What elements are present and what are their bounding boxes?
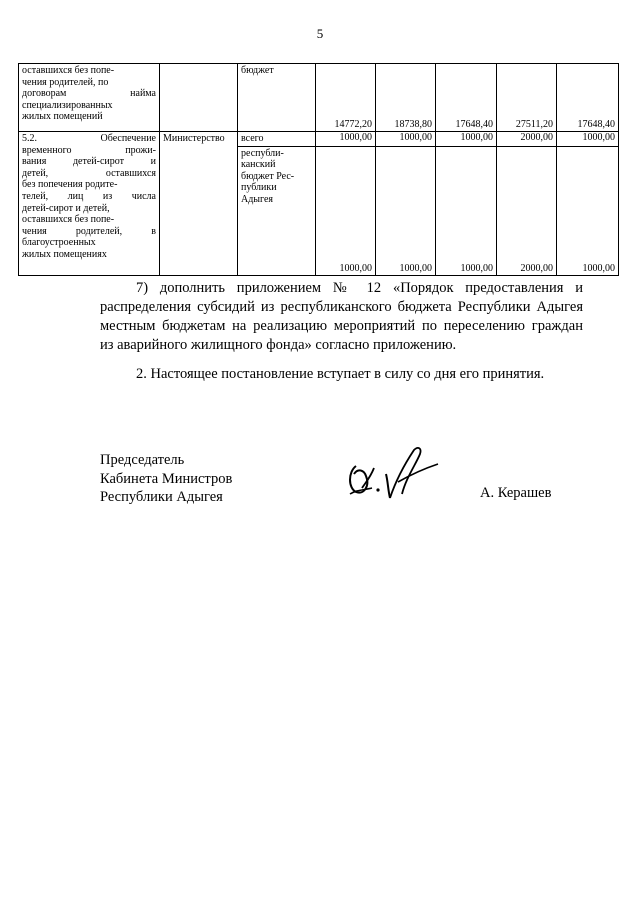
row2-total-value: 1000,00: [316, 132, 376, 147]
row2-total-label: всего: [238, 132, 316, 147]
paragraph-line: распределения субсидий из республиканского бюджета Республики Адыгея: [100, 299, 583, 315]
paragraph-line: 7) дополнить приложением № 12 «Порядок предоставления и: [136, 280, 583, 296]
paragraph-line: местным бюджетам на реализацию мероприятий по переселению граждан: [100, 318, 583, 334]
signatory-name: А. Керашев: [480, 485, 552, 501]
row2-total-value: 1000,00: [557, 132, 619, 147]
handwritten-signature: [342, 438, 442, 508]
row1-source: бюджет: [238, 64, 316, 132]
table-row: [19, 64, 619, 132]
row1-description: оставшихся без попе- чения родителей, по договорам найма специализированных жилых помещений: [19, 64, 160, 132]
row1-value: 14772,20: [316, 64, 376, 132]
row2-value: 2000,00: [497, 146, 557, 275]
row2-total-value: 2000,00: [497, 132, 557, 147]
row2-source: республи- канский бюджет Рес- публики Адыгея: [238, 146, 316, 275]
row1-value: 18738,80: [376, 64, 436, 132]
row1-value: 17648,40: [557, 64, 619, 132]
budget-table: [18, 63, 619, 276]
row2-total-value: 1000,00: [376, 132, 436, 147]
row1-value: 17648,40: [436, 64, 497, 132]
signatory-title: Председатель Кабинета Министров Республики Адыгея: [100, 452, 233, 505]
row2-total-value: 1000,00: [436, 132, 497, 147]
row2-value: 1000,00: [376, 146, 436, 275]
row2-value: 1000,00: [316, 146, 376, 275]
paragraph-line: из аварийного жилищного фонда» согласно приложению.: [100, 337, 457, 353]
row2-executor: Министерство: [160, 132, 238, 276]
row1-value: 27511,20: [497, 64, 557, 132]
row2-value: 1000,00: [436, 146, 497, 275]
paragraph-7: [100, 279, 583, 355]
table-row: [19, 132, 619, 147]
paragraph-2: 2. Настоящее постановление вступает в силу со дня его принятия.: [136, 366, 545, 382]
row1-executor: [160, 64, 238, 132]
row2-value: 1000,00: [557, 146, 619, 275]
row2-description: 5.2. Обеспечение временного прожи- вания детей-сирот и детей, оставшихся без попечения родите- телей, лиц из числа детей-сирот и детей, оставшихся без попе- чения родителей, в благоустроенных жилых помещениях: [19, 132, 160, 276]
page-number: 5: [316, 26, 324, 41]
